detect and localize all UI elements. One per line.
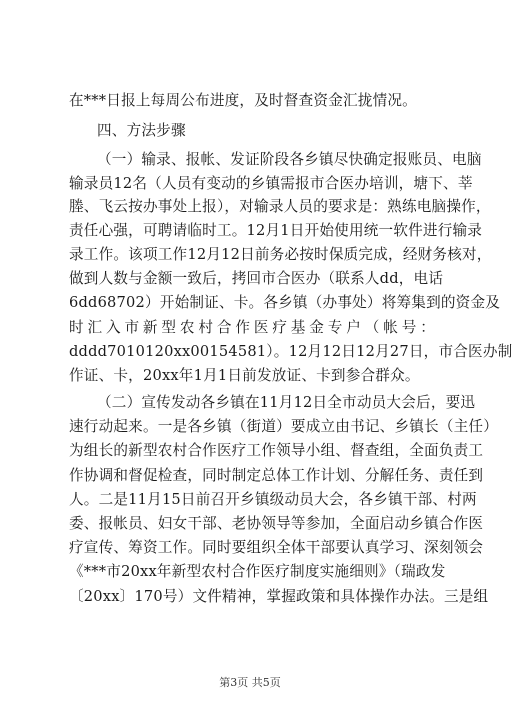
paragraph-line: 作协调和督促检查，同时制定总体工作计划、分解任务、责任到 [69, 467, 484, 484]
paragraph-line: 人。二是11月15日前召开乡镇级动员大会，各乡镇干部、村两 [69, 491, 477, 508]
paragraph-line: 在***日报上每周公布进度，及时督查资金汇拢情况。 [69, 92, 417, 109]
paragraph-line: 委、报帐员、妇女干部、老协领导等参加，全面启动乡镇合作医 [69, 515, 484, 532]
page-number-footer: 第3页 共5页 [219, 676, 281, 689]
paragraph-line: 《***市20xx年新型农村合作医疗制度实施细则》（瑞政发 [69, 563, 446, 580]
paragraph-line: 责任心强，可聘请临时工。12月1日开始使用统一软件进行输录 [69, 222, 483, 239]
paragraph-line: 作证、卡，20xx年1月1日前发放证、卡到参合群众。 [69, 367, 420, 384]
paragraph-line: 速行动起来。一是各乡镇（街道）要成立由书记、乡镇长（主任） [69, 418, 499, 435]
paragraph-line: 做到人数与金额一致后，拷回市合医办（联系人dd，电话 [69, 270, 444, 287]
section-heading: 四、方法步骤 [97, 122, 186, 139]
paragraph-line: 疗宣传、筹资工作。同时要组织全体干部要认真学习、深刻领会 [69, 539, 484, 556]
paragraph-line: 6dd68702）开始制证、卡。各乡镇（办事处）将筹集到的资金及 [69, 294, 501, 311]
paragraph-line: 录工作。该项工作12月12日前务必按时保质完成，经财务核对， [69, 246, 492, 263]
paragraph-line: 输录员12名（人员有变动的乡镇需报市合医办培训，塘下、莘 [69, 175, 473, 192]
paragraph-line: （一）输录、报帐、发证阶段各乡镇尽快确定报账员、电脑 [97, 151, 482, 168]
paragraph-line: dddd7010120xx00154581）。12月12日12月27日，市合医办制 [69, 343, 512, 360]
paragraph-line: （二）宣传发动各乡镇在11月12日全市动员大会后，要迅 [97, 394, 476, 411]
paragraph-line: 〔20xx〕170号）文件精神，掌握政策和具体操作办法。三是组 [69, 588, 489, 605]
paragraph-line: 时汇入市新型农村合作医疗基金专户（帐号： [69, 319, 435, 336]
paragraph-line: 塍、飞云按办事处上报），对输录人员的要求是：熟练电脑操作， [69, 198, 491, 215]
paragraph-line: 为组长的新型农村合作医疗工作领导小组、督查组，全面负责工 [69, 442, 484, 459]
